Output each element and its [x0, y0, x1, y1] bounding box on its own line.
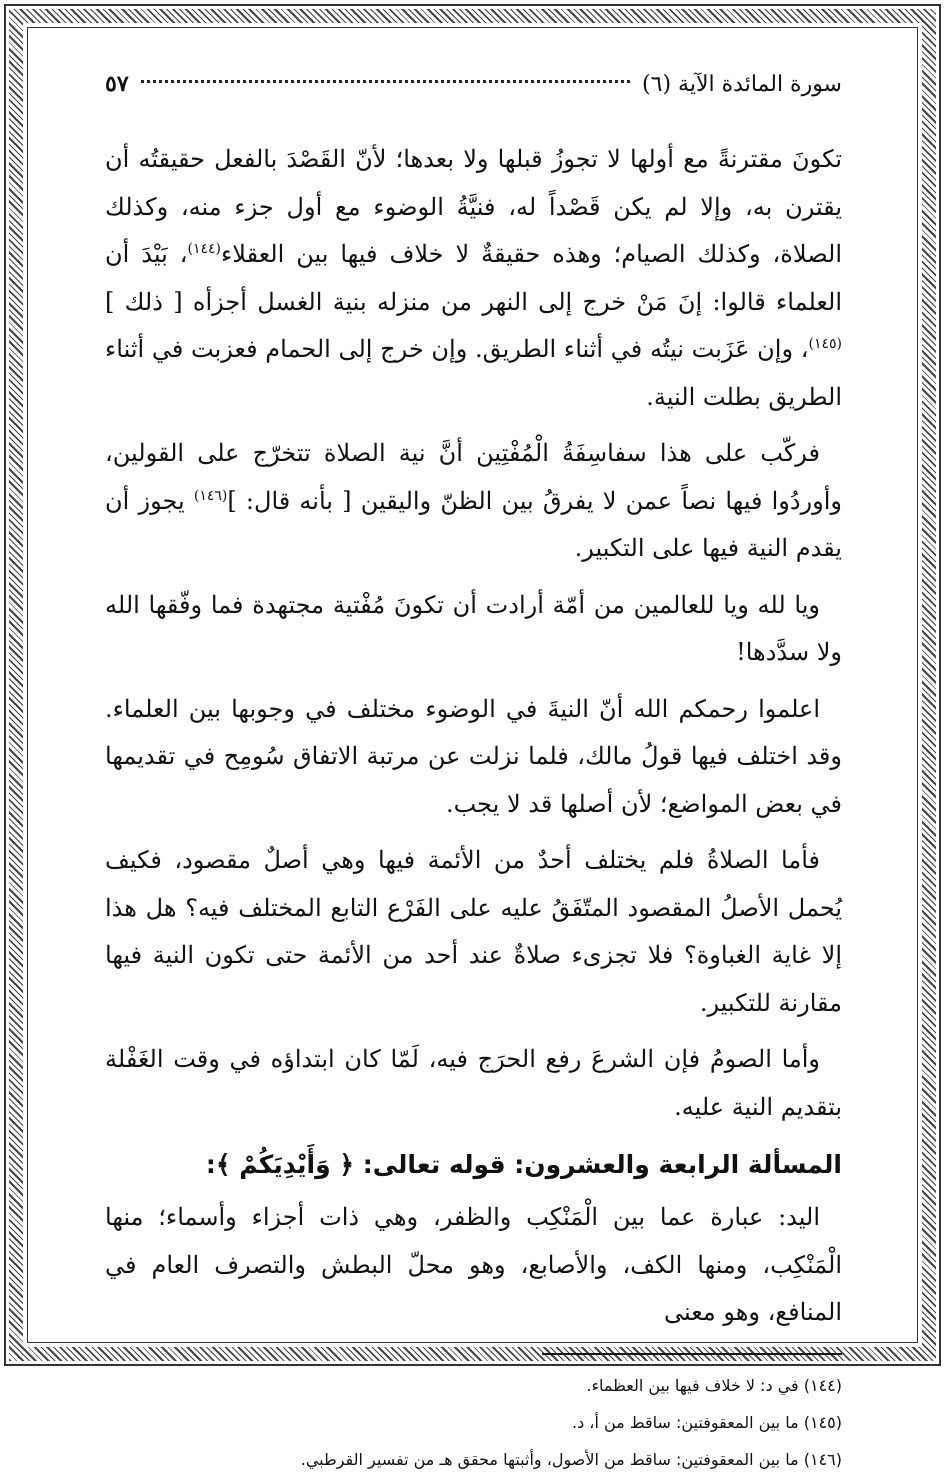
- footnote-ref-146[interactable]: (١٤٦): [193, 487, 228, 504]
- footnote-ref-144[interactable]: (١٤٤): [187, 241, 221, 257]
- paragraph-2: فركّب على هذا سفاسِفَةُ الْمُفْتِين أنَّ نية الصلاة تتخرّج على القولين، وأوردُوا فيها نصاً عمن لا يفرقُ بين الظنّ واليقين [ بأنه قال: ]$^{(١٤٦)}$ يجوز أن يقدم النية فيها على التكبير.: [105, 439, 842, 562]
- section-heading: المسألة الرابعة والعشرون: قوله تعالى: ﴿ وَأَيْدِيَكُمْ ﴾:: [205, 1150, 842, 1179]
- header-title: سورة المائدة الآية (٦): [642, 72, 842, 97]
- paragraph-1: تكونَ مقترنةً مع أولها لا تجوزُ قبلها ولا بعدها؛ لأنّ القَصْدَ بالفعل حقيقتُه أن يقترن به، وإلا لم يكن قَصْداً له، فنيَّةُ الوضوء مع أول جزء منه، وكذلك الصلاة، وكذلك الصيام؛ وهذه حقيقةٌ لا خلاف فيها بين العقلاء$^{(١٤٤)}$، بَيْدَ أن العلماء قالوا: إنَ مَنْ خرج إلى النهر من منزله بنية الغسل أجزأه [ ذلك ]$^{(١٤٥)}$، وإن عَزَبت نيتُه في أثناء الطريق. وإن خرج إلى الحمام فعزبت في أثناء الطريق بطلت النية.: [105, 145, 842, 411]
- paragraph-7: اليد: عبارة عما بين الْمَنْكِب والظفر، وهي ذات أجزاء وأسماء؛ منها الْمَنْكِب، ومنها الكف، والأصابع، وهو محلّ البطش والتصرف العام في المنافع، وهو معنى: [105, 1203, 842, 1326]
- footnote-145: (١٤٥) ما بين المعقوفتين: ساقط من أ، د.: [572, 1412, 842, 1432]
- paragraph-3: ويا لله ويا للعالمين من أمّة أرادت أن تكونَ مُفْتية مجتهدة فما وفّقها الله ولا سدَّدها!: [105, 590, 842, 666]
- footnote-144: (١٤٤) في د: لا خلاف فيها بين العظماء.: [586, 1375, 842, 1395]
- footnote-146: (١٤٦) ما بين المعقوفتين: ساقط من الأصول، وأثبتها محقق هـ من تفسير القرطبي.: [300, 1449, 842, 1469]
- paragraph-5: فأما الصلاةُ فلم يختلف أحدٌ من الأئمة فيها وهي أصلٌ مقصود، فكيف يُحمل الأصلُ المقصود المتّفَقُ عليه على الفَرْع التابع المختلف فيه؟ هل هذا إلا غاية الغباوة؟ فلا تجزىء صلاةٌ عند أحد من الأئمة حتى تكون النية فيها مقارنة للتكبير.: [105, 846, 842, 1017]
- page-number: ٥٧: [105, 71, 129, 97]
- footnote-separator: [542, 1353, 842, 1355]
- paragraph-6: وأما الصومُ فإن الشرعَ رفع الحرَج فيه، لَمّا كان ابتداؤه في وقت الغَفْلة بتقديم النية عليه.: [105, 1045, 842, 1121]
- body-text: [105, 136, 842, 1337]
- running-header: [105, 60, 842, 108]
- footnotes: [105, 1367, 842, 1478]
- header-dot-leader: [141, 80, 630, 83]
- paragraph-4: اعلموا رحمكم الله أنّ النيةَ في الوضوء مختلف في وجوبها بين العلماء. وقد اختلف فيها قولُ مالك، فلما نزلت عن مرتبة الاتفاق سُومِح في تقديمها في بعض المواضع؛ لأن أصلها قد لا يجب.: [105, 694, 842, 818]
- book-page: [105, 60, 842, 1469]
- footnote-ref-145[interactable]: (١٤٥): [808, 336, 842, 352]
